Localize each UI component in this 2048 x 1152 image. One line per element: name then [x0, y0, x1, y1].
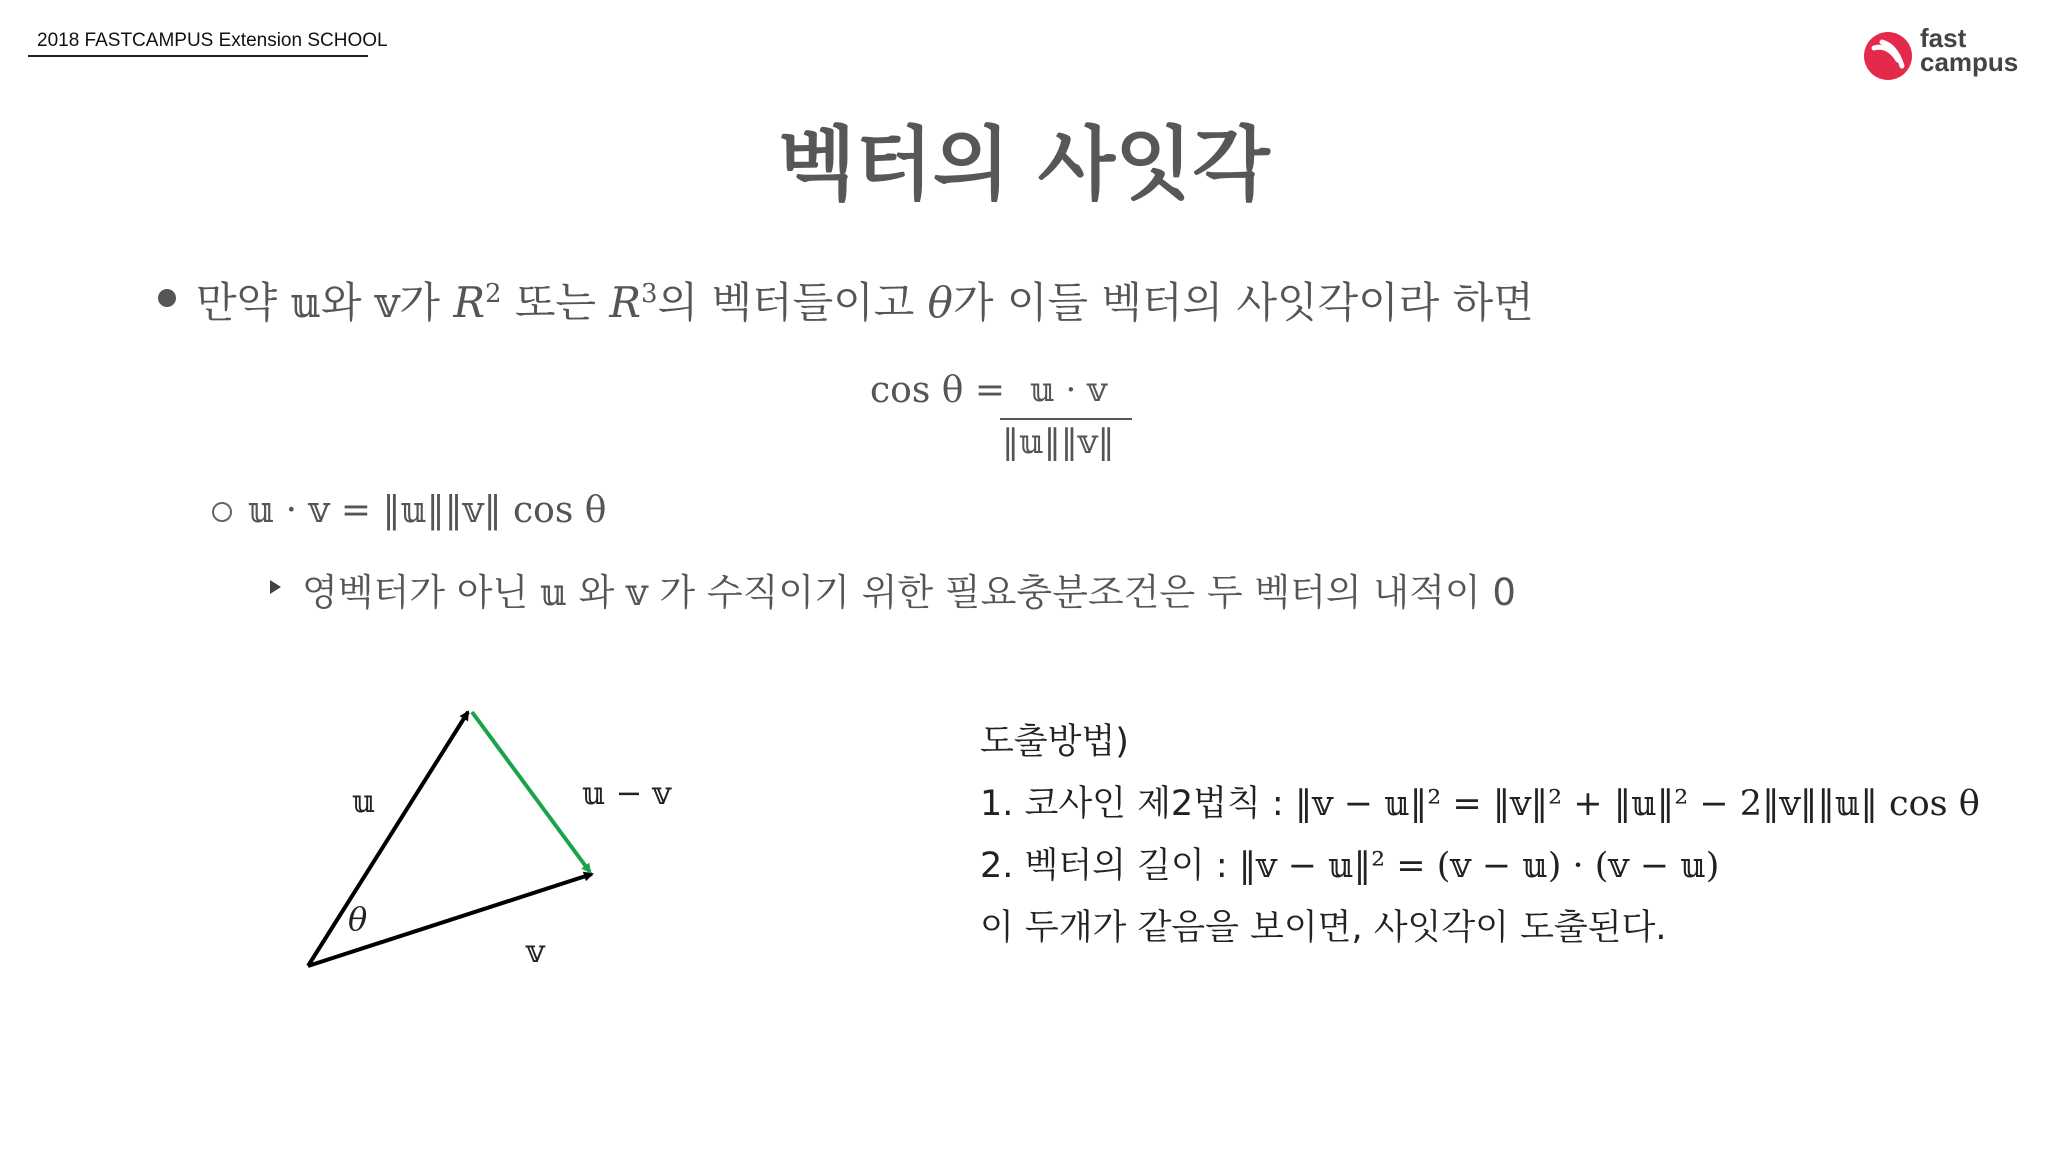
- logo-wordmark: [1920, 23, 2019, 77]
- derivation-heading: 도출방법): [980, 722, 1129, 762]
- logo-line-2: campus: [1920, 47, 2019, 77]
- logo-line-1: fast: [1920, 23, 1967, 53]
- b1-part2: 와: [321, 278, 375, 327]
- b1-sup3: 3: [640, 279, 658, 309]
- step2-math: ‖𝕧 − 𝕦‖² = (𝕧 − 𝕦) · (𝕧 − 𝕦): [1238, 846, 1720, 886]
- b3-part2: 와: [566, 571, 627, 614]
- b1-part6: 가 이들 벡터의 사잇각이라 하면: [952, 278, 1534, 327]
- bullet-1-text: [196, 270, 1534, 330]
- b1-part1: 만약: [196, 278, 291, 327]
- step1-label: 1. 코사인 제2법칙 :: [980, 784, 1295, 824]
- bullet-3-text: [302, 562, 1516, 616]
- cosine-formula-numerator: 𝕦 · 𝕧: [1030, 370, 1107, 410]
- derivation-step-1: [980, 776, 1980, 826]
- b1-part3: 가: [399, 278, 454, 327]
- b3-v: 𝕧: [626, 571, 648, 614]
- b1-r2: R: [453, 278, 485, 327]
- b1-part5: 의 벡터들이고: [657, 278, 928, 327]
- b1-u: 𝕦: [290, 278, 322, 327]
- label-u-minus-v: 𝕦 − 𝕧: [582, 774, 672, 812]
- label-u: 𝕦: [352, 782, 376, 820]
- b1-theta: θ: [927, 278, 953, 327]
- fraction-bar: [1000, 418, 1132, 420]
- hollow-bullet-icon: [212, 502, 232, 522]
- b3-part1: 영벡터가 아닌: [302, 571, 540, 614]
- label-theta: θ: [348, 900, 368, 938]
- bullet-dot-icon: [158, 289, 176, 307]
- label-v: 𝕧: [526, 932, 545, 970]
- triangle-bullet-icon: [270, 580, 281, 594]
- course-label: 2018 FASTCAMPUS Extension SCHOOL: [37, 30, 388, 51]
- b1-part4: 또는: [501, 278, 610, 327]
- b1-sup2: 2: [484, 279, 502, 309]
- derivation-conclusion: 이 두개가 같음을 보이면, 사잇각이 도출된다.: [980, 908, 1667, 948]
- step1-math: ‖𝕧 − 𝕦‖² = ‖𝕧‖² + ‖𝕦‖² − 2‖𝕧‖‖𝕦‖ cos θ: [1294, 784, 1980, 824]
- vector-u-arrow: [308, 712, 468, 966]
- b1-r3: R: [609, 278, 641, 327]
- b3-part3: 가 수직이기 위한 필요충분조건은 두 벡터의 내적이 0: [647, 571, 1516, 614]
- page-title: 벡터의 사잇각: [778, 118, 1270, 211]
- cosine-formula-lhs: cos θ =: [870, 370, 1006, 411]
- b3-u: 𝕦: [539, 571, 567, 614]
- bullet-2-text: 𝕦 · 𝕧 = ‖𝕦‖‖𝕧‖ cos θ: [248, 490, 607, 531]
- vector-triangle-diagram: [280, 690, 672, 990]
- b1-v: 𝕧: [374, 278, 400, 327]
- fastcampus-logo: [1862, 24, 2032, 84]
- cosine-formula-denominator: ‖𝕦‖‖𝕧‖: [1002, 422, 1115, 462]
- step2-label: 2. 벡터의 길이 :: [980, 846, 1239, 886]
- logo-mark-icon: [1862, 30, 1914, 82]
- header-underline: [28, 55, 368, 57]
- vector-u-minus-v-arrow: [472, 712, 590, 872]
- derivation-step-2: [980, 838, 1719, 888]
